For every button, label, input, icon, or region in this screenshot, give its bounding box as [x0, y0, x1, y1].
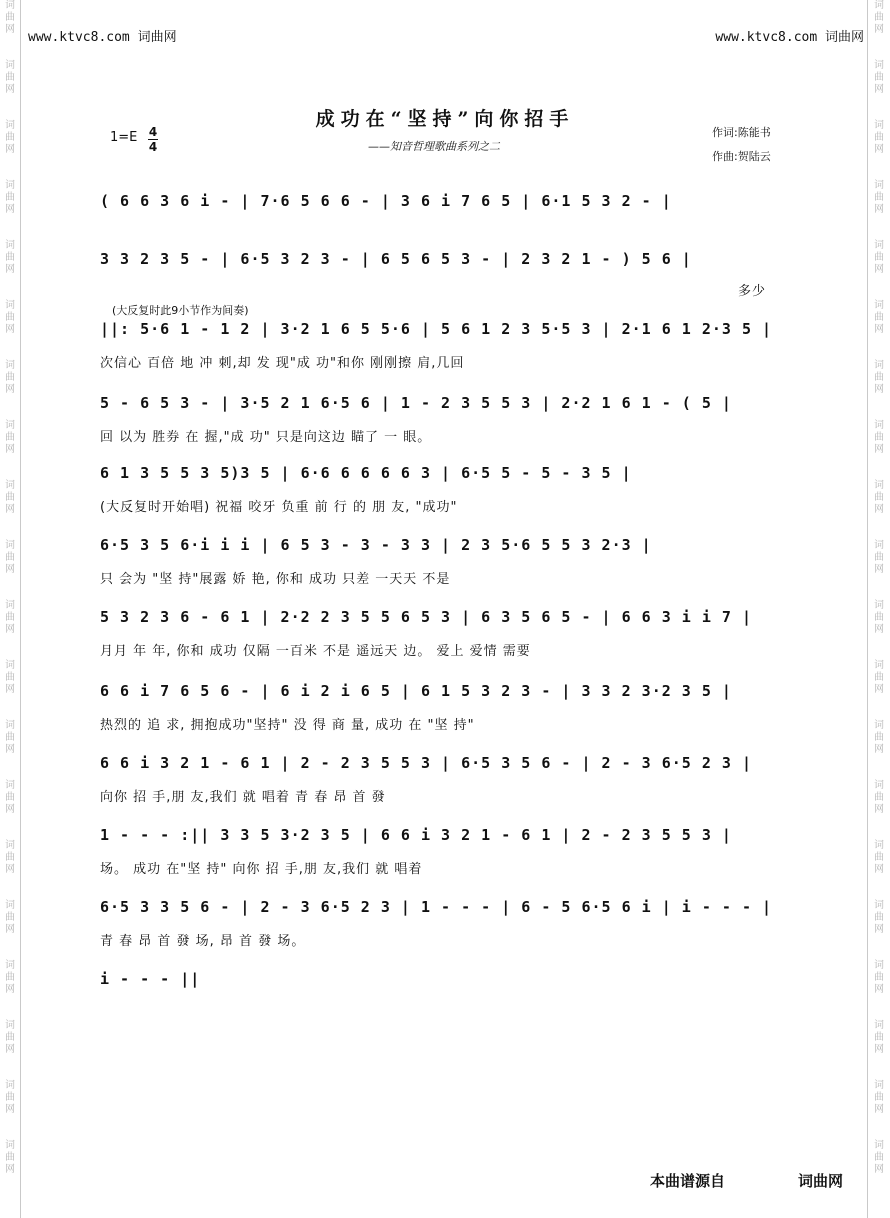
watermark-text: 词曲网 [5, 660, 15, 695]
watermark-text: 词曲网 [874, 360, 884, 395]
notation-row: 1 - - - :|| 3 3 5 3·2 3 5 | 6 6 i 3 2 1 - 6 1 | 2 - 2 3 5 5 3 | [100, 826, 732, 844]
watermark-text: 词曲网 [5, 120, 15, 155]
watermark-text: 词曲网 [5, 0, 15, 35]
watermark-text: 词曲网 [874, 420, 884, 455]
site-url-right: www.ktvc8.com 词曲网 [715, 30, 864, 45]
footer-source-text: 本曲谱源自 [650, 1172, 726, 1190]
watermark-text: 词曲网 [5, 240, 15, 275]
watermark-text: 词曲网 [5, 840, 15, 875]
lyrics-row: 热烈的 追 求, 拥抱成功"坚持" 没 得 商 量, 成功 在 "坚 持" [100, 718, 475, 733]
song-title: 成功在“坚持”向你招手 [315, 108, 575, 130]
performance-note: (大反复时此9小节作为间奏) [112, 304, 249, 317]
notation-row: 6 6 i 3 2 1 - 6 1 | 2 - 2 3 5 5 3 | 6·5 3 5 6 - | 2 - 3 6·5 2 3 | [100, 754, 752, 772]
key-signature: 1=E [110, 130, 138, 145]
notation-row: 6·5 3 3 5 6 - | 2 - 3 6·5 2 3 | 1 - - - | 6 - 5 6·5 6 i | i - - - | [100, 898, 773, 916]
watermark-text: 词曲网 [874, 0, 884, 35]
watermark-text: 词曲网 [874, 120, 884, 155]
lyrics-row: 次信心 百倍 地 冲 刺,却 发 现"成 功"和你 刚刚擦 肩,几回 [100, 356, 465, 371]
watermark-text: 词曲网 [874, 960, 884, 995]
watermark-text: 词曲网 [874, 780, 884, 815]
lyrics-row: 只 会为 "坚 持"展露 娇 艳, 你和 成功 只差 一天天 不是 [100, 572, 451, 587]
watermark-text: 词曲网 [5, 960, 15, 995]
watermark-text: 词曲网 [5, 420, 15, 455]
composer-credit: 作曲:贺陆云 [712, 150, 771, 163]
watermark-text: 词曲网 [5, 480, 15, 515]
notation-row: ||: 5·6 1 - 1 2 | 3·2 1 6 5 5·6 | 5 6 1 2 3 5·5 3 | 2·1 6 1 2·3 5 | [100, 320, 773, 338]
watermark-text: 词曲网 [5, 780, 15, 815]
watermark-text: 词曲网 [874, 300, 884, 335]
time-signature-top: 4 [148, 125, 158, 139]
watermark-text: 词曲网 [5, 360, 15, 395]
watermark-text: 词曲网 [5, 1140, 15, 1175]
watermark-text: 词曲网 [5, 300, 15, 335]
lyrics-row: 场。 成功 在"坚 持" 向你 招 手,朋 友,我们 就 唱着 [100, 862, 423, 877]
watermark-text: 词曲网 [874, 900, 884, 935]
watermark-text: 词曲网 [5, 1080, 15, 1115]
notation-row: i - - - || [100, 970, 201, 988]
watermark-text: 词曲网 [874, 1020, 884, 1055]
watermark-text: 词曲网 [874, 60, 884, 95]
right-watermark-strip [871, 0, 887, 1218]
song-subtitle: ——知音哲理歌曲系列之二 [368, 140, 500, 153]
notation-row: 5 - 6 5 3 - | 3·5 2 1 6·5 6 | 1 - 2 3 5 5 3 | 2·2 1 6 1 - ( 5 | [100, 394, 732, 412]
watermark-text: 词曲网 [5, 600, 15, 635]
lyrics-row: 回 以为 胜券 在 握,"成 功" 只是向这边 瞄了 一 眼。 [100, 430, 432, 445]
watermark-text: 词曲网 [874, 720, 884, 755]
watermark-text: 词曲网 [874, 660, 884, 695]
watermark-text: 词曲网 [5, 900, 15, 935]
left-watermark-strip [2, 0, 18, 1218]
watermark-text: 词曲网 [5, 540, 15, 575]
lyrics-row: 多少 [738, 284, 767, 299]
notation-row: 6 6 i 7 6 5 6 - | 6 i 2 i 6 5 | 6 1 5 3 2 3 - | 3 3 2 3·2 3 5 | [100, 682, 732, 700]
watermark-text: 词曲网 [5, 720, 15, 755]
lyrics-row: 向你 招 手,朋 友,我们 就 唱着 青 春 昂 首 發 [100, 790, 386, 805]
notation-row: 6·5 3 5 6·i i i | 6 5 3 - 3 - 3 3 | 2 3 5·6 5 5 3 2·3 | [100, 536, 652, 554]
watermark-text: 词曲网 [874, 180, 884, 215]
time-signature-bottom: 4 [148, 140, 158, 154]
watermark-text: 词曲网 [5, 180, 15, 215]
lyricist-credit: 作词:陈能书 [712, 126, 771, 139]
notation-row: 6 1 3 5 5 3 5)3 5 | 6·6 6 6 6 6 3 | 6·5 5 - 5 - 3 5 | [100, 464, 632, 482]
lyrics-row: (大反复时开始唱) 祝福 咬牙 负重 前 行 的 朋 友, "成功" [100, 500, 458, 515]
watermark-text: 词曲网 [874, 240, 884, 275]
watermark-text: 词曲网 [874, 480, 884, 515]
time-signature [148, 126, 158, 153]
site-url-left: www.ktvc8.com 词曲网 [28, 30, 177, 45]
lyrics-row: 月月 年 年, 你和 成功 仅隔 一百米 不是 遥远天 边。 爱上 爱情 需要 [100, 644, 531, 659]
watermark-text: 词曲网 [874, 840, 884, 875]
notation-row: ( 6 6 3 6 i - | 7·6 5 6 6 - | 3 6 i 7 6 5 | 6·1 5 3 2 - | [100, 192, 672, 210]
watermark-text: 词曲网 [874, 540, 884, 575]
watermark-text: 词曲网 [5, 60, 15, 95]
watermark-text: 词曲网 [5, 1020, 15, 1055]
footer-site-link[interactable]: 词曲网 [798, 1172, 844, 1190]
watermark-text: 词曲网 [874, 1140, 884, 1175]
notation-row: 3 3 2 3 5 - | 6·5 3 2 3 - | 6 5 6 5 3 - | 2 3 2 1 - ) 5 6 | [100, 250, 692, 268]
lyrics-row: 青 春 昂 首 發 场, 昂 首 發 场。 [100, 934, 306, 949]
notation-row: 5 3 2 3 6 - 6 1 | 2·2 2 3 5 5 6 5 3 | 6 3 5 6 5 - | 6 6 3 i i 7 | [100, 608, 752, 626]
watermark-text: 词曲网 [874, 1080, 884, 1115]
watermark-text: 词曲网 [874, 600, 884, 635]
